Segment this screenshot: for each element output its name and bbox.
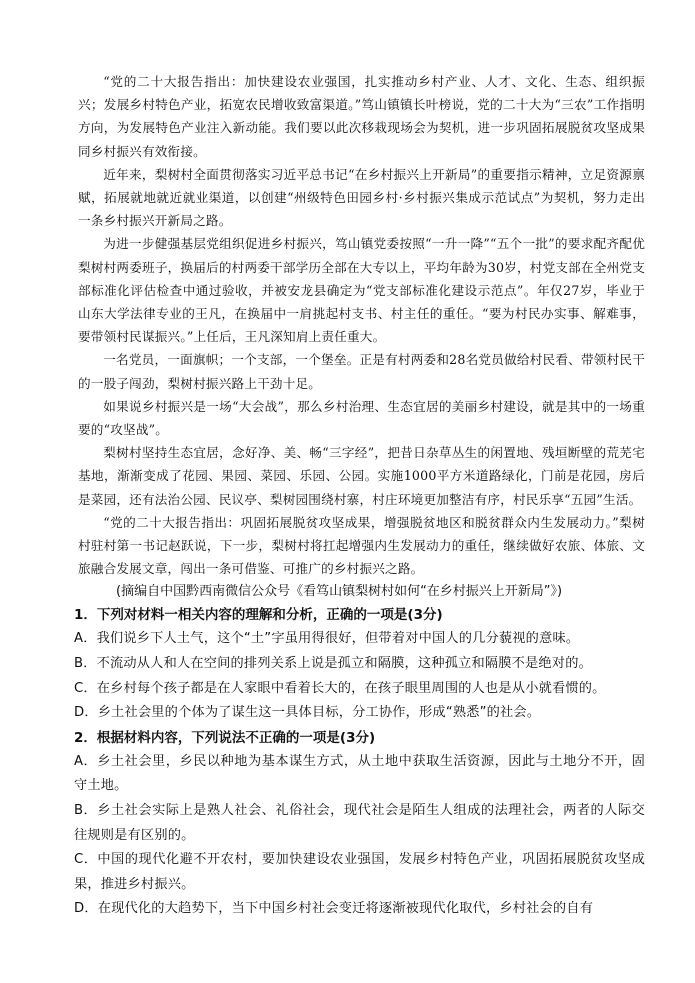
question-2-option-c: C．中国的现代化避不开农村，要加快建设农业强国，发展乡村特色产业，巩固拓展脱贫攻坚成果，推进乡村振兴。 bbox=[74, 852, 645, 892]
question-1-option-b: B．不流动从人和人在空间的排列关系上说是孤立和隔膜，这种孤立和隔膜不是绝对的。 bbox=[74, 656, 592, 672]
question-1-option-a: A．我们说乡下人土气，这个“土”字虽用得很好，但带着对中国人的几分藐视的意味。 bbox=[74, 631, 580, 647]
passage-paragraph-5: 如果说乡村振兴是一场“大会战”，那么乡村治理、生态宜居的美丽乡村建设，就是其中的一场重要的“攻坚战”。 bbox=[78, 398, 645, 438]
passage-paragraph-1: “党的二十大报告指出：加快建设农业强国，扎实推动乡村产业、人才、文化、生态、组织振兴；发展乡村特色产业，拓宽农民增收致富渠道。”笃山镇镇长叶榜说，党的二十大为“三农”工作指明方向，为发展特色产业注入新动能。我们要以此次移栽现场会为契机，进一步巩固拓展脱贫攻坚成果同乡村振兴有效衔接。 bbox=[78, 74, 645, 159]
question-heading: 2．根据材料内容，下列说法不正确的一项是(3分) bbox=[74, 729, 376, 746]
passage-paragraph-2: 近年来，梨树村全面贯彻落实习近平总书记“在乡村振兴上开新局”的重要指示精神，立足资源禀赋，拓展就地就近就业渠道，以创建“州级特色田园乡村·乡村振兴集成示范试点”为契机，努力走出一条乡村振兴开新局之路。 bbox=[78, 166, 645, 229]
passage-paragraph-6: 梨树村坚持生态宜居，念好净、美、畅“三字经”，把昔日杂草丛生的闲置地、残垣断壁的荒芜宅基地，渐渐变成了花园、果园、菜园、乐园、公园。实施1000平方米道路绿化，门前是花园，房后是菜园，还有法治公园、民议亭、梨树园围绕村寨，村庄环境更加整洁有序，村民乐享“五园”生活。 bbox=[78, 445, 645, 507]
passage bbox=[78, 70, 645, 603]
passage-paragraph-3: 为进一步健强基层党组织促进乡村振兴，笃山镇党委按照“一升一降”“五个一批”的要求配齐配优梨树村两委班子，换届后的村两委干部学历全部在大专以上，平均年龄为30岁，村党支部在全州党支部标准化评估检查中通过验收，并被安龙县确定为“党支部标准化建设示范点”。年仅27岁，毕业于山东大学法律专业的王凡，在换届中一肩挑起村支书、村主任的重任。“要为村民办实事、解难事，要带领村民谋振兴。”上任后，王凡深知肩上责任重大。 bbox=[78, 236, 645, 345]
question-2-option-a: A．乡土社会里，乡民以种地为基本谋生方式，从土地中获取生活资源，因此与土地分不开，固守土地。 bbox=[74, 753, 645, 794]
passage-paragraph-7: “党的二十大报告指出：巩固拓展脱贫攻坚成果，增强脱贫地区和脱贫群众内生发展动力。”梨树村驻村第一书记赵跃说，下一步，梨树村将扛起增强内生发展动力的重任，继续做好农旅、体旅、文旅融合发展文章，闯出一条可借鉴、可推广的乡村振兴之路。 bbox=[78, 514, 645, 577]
source-citation: (摘编自中国黔西南微信公众号《看笃山镇梨树村如何“在乡村振兴上开新局”》) bbox=[116, 584, 563, 600]
question-1 bbox=[74, 603, 645, 725]
passage-paragraph-4: 一名党员，一面旗帜；一个支部，一个堡垒。正是有村两委和28名党员做给村民看、带领村民干的一股子闯劲，梨树村振兴路上干劲十足。 bbox=[78, 352, 645, 391]
question-2 bbox=[74, 726, 645, 922]
question-2-option-d: D．在现代化的大趋势下，当下中国乡村社会变迁将逐渐被现代化取代，乡村社会的自有 bbox=[74, 901, 594, 917]
question-1-option-d: D．乡土社会里的个体为了谋生这一具体目标，分工协作，形成“熟悉”的社会。 bbox=[74, 705, 541, 721]
question-heading: 1．下列对材料一相关内容的理解和分析，正确的一项是(3分) bbox=[74, 607, 443, 624]
question-1-option-c: C．在乡村每个孩子都是在人家眼中看着长大的，在孩子眼里周围的人也是从小就看惯的。 bbox=[74, 680, 606, 696]
question-2-option-b: B．乡土社会实际上是熟人社会、礼俗社会，现代社会是陌生人组成的法理社会，两者的人际交往规则是有区别的。 bbox=[74, 803, 645, 843]
